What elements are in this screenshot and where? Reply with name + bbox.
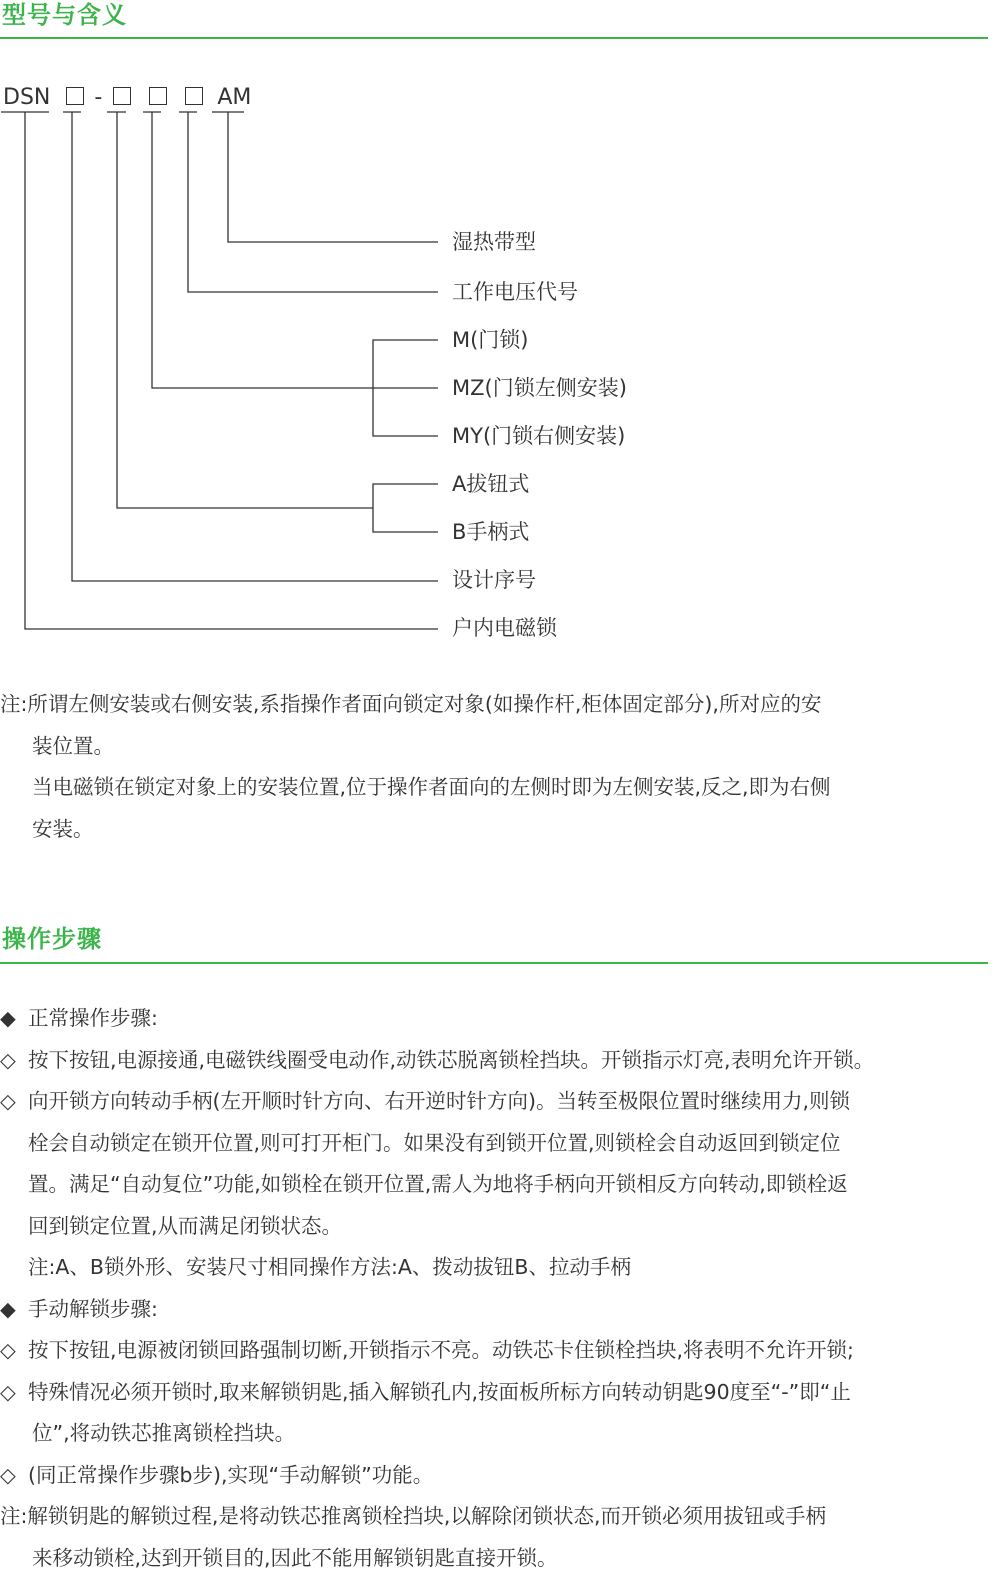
note-line: 装位置。 <box>32 733 114 758</box>
note-line: 安装。 <box>32 816 94 841</box>
diamond-outline-icon: ◇ <box>0 1462 16 1487</box>
diamond-outline-icon: ◇ <box>0 1338 16 1362</box>
diamond-outline-icon: ◇ <box>0 1089 16 1113</box>
step-item-continued: 栓会自动锁定在锁开位置,则可打开柜门。如果没有到锁开位置,则锁栓会自动返回到锁定位 <box>28 1130 841 1155</box>
step-item: ◇ 按下按钮,电源被闭锁回路强制切断,开锁指示不亮。动铁芯卡住锁栓挡块,将表明不允许开锁; <box>0 1330 996 1372</box>
label-voltage-code: 工作电压代号 <box>452 280 578 304</box>
step-item-continued: 置。满足“自动复位”功能,如锁栓在锁开位置,需人为地将手柄向开锁相反方向转动,即锁栓返 <box>28 1172 848 1196</box>
leader-dsn <box>25 112 438 629</box>
manual-heading: ◆ 手动解锁步骤: <box>0 1289 996 1331</box>
operation-steps <box>0 998 996 1579</box>
leader-box1 <box>72 112 438 581</box>
code-suffix: AM <box>217 85 252 110</box>
step-item-continued: 回到锁定位置,从而满足闭锁状态。 <box>28 1213 343 1238</box>
step-note: 注:A、B锁外形、安装尺寸相同操作方法:A、拨动拔钮B、拉动手柄 <box>28 1255 631 1279</box>
final-note: 注:解锁钥匙的解锁过程,是将动铁芯推离锁栓挡块,以解除闭锁状态,而开锁必须用拔钮或手柄 <box>0 1504 826 1528</box>
label-indoor-lock: 户内电磁锁 <box>452 616 557 640</box>
label-humid-tropical: 湿热带型 <box>452 230 536 254</box>
label-door-lock: M(门锁) <box>452 328 529 352</box>
leader-am <box>228 112 438 242</box>
final-note-continued: 来移动锁栓,达到开锁目的,因此不能用解锁钥匙直接开锁。 <box>32 1545 558 1570</box>
diamond-outline-icon: ◇ <box>0 1379 16 1404</box>
label-door-lock-right: MY(门锁右侧安装) <box>452 424 626 448</box>
leader-box3 <box>152 112 438 388</box>
normal-heading: ◆ 正常操作步骤: <box>0 998 996 1040</box>
installation-note <box>0 684 996 850</box>
diamond-filled-icon: ◆ <box>0 1296 16 1321</box>
leader-box2 <box>117 112 373 508</box>
step-item: ◇ 按下按钮,电源接通,电磁铁线圈受电动作,动铁芯脱离锁栓挡块。开锁指示灯亮,表明允许开锁。 <box>0 1040 996 1082</box>
label-design-serial: 设计序号 <box>452 568 536 592</box>
section-title-operation-steps: 操作步骤 <box>2 925 102 953</box>
label-handle-type: B手柄式 <box>452 520 530 544</box>
note-line: 注:所谓左侧安装或右侧安装,系指操作者面向锁定对象(如操作杆,柜体固定部分),所对应的安 <box>0 692 822 716</box>
step-item: ◇ 特殊情况必须开锁时,取来解锁钥匙,插入解锁孔内,按面板所标方向转动钥匙90度至“-”即“止 <box>0 1372 996 1414</box>
code-dash: - <box>94 85 103 110</box>
note-line: 当电磁锁在锁定对象上的安装位置,位于操作者面向的左侧时即为左侧安装,反之,即为右侧 <box>32 775 831 799</box>
label-knob-type: A拔钮式 <box>452 472 530 496</box>
section-divider <box>0 962 988 964</box>
code-prefix: DSN <box>3 85 51 110</box>
step-item: ◇ (同正常操作步骤b步),实现“手动解锁”功能。 <box>0 1455 996 1497</box>
section-title-model-meaning: 型号与含义 <box>2 1 127 29</box>
bracket-ab-group <box>373 484 438 532</box>
leader-box4 <box>188 112 438 292</box>
diamond-filled-icon: ◆ <box>0 1006 16 1030</box>
diamond-outline-icon: ◇ <box>0 1047 16 1072</box>
step-item-continued: 位”,将动铁芯推离锁栓挡块。 <box>32 1421 296 1445</box>
label-door-lock-left: MZ(门锁左侧安装) <box>452 376 627 400</box>
step-item: ◇ 向开锁方向转动手柄(左开顺时针方向、右开逆时针方向)。当转至极限位置时继续用力,则锁 <box>0 1081 996 1123</box>
